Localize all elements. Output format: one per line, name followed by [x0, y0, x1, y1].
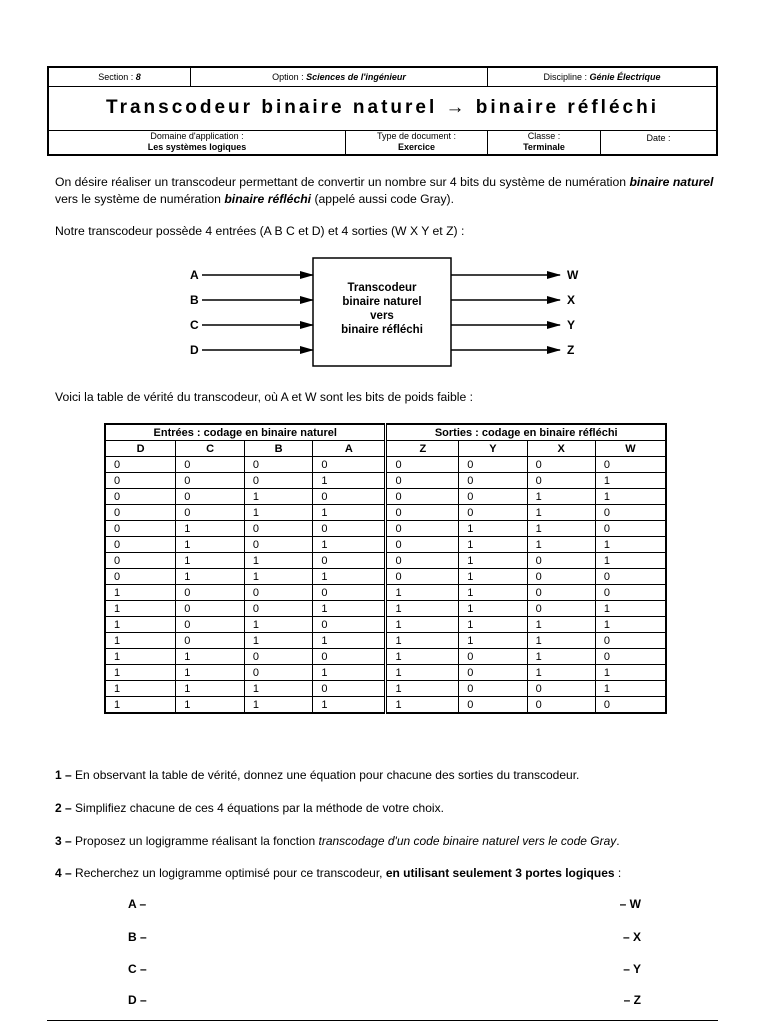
table-cell: 1: [244, 569, 313, 585]
column-header-w: W: [595, 441, 666, 457]
table-cell: 0: [459, 457, 527, 473]
intro-paragraph: [55, 174, 715, 208]
table-cell: 0: [386, 505, 459, 521]
table-cell: 0: [176, 505, 245, 521]
table-row: [105, 665, 666, 681]
question-4-text: Recherchez un logigramme optimisé pour ce transcodeur,: [71, 866, 386, 880]
classe-cell: [488, 130, 601, 154]
table-cell: 1: [527, 665, 595, 681]
table-row: [105, 569, 666, 585]
question-3-text: Proposez un logigramme réalisant la fonction: [71, 834, 319, 848]
section-label: Section :: [98, 72, 134, 82]
table-cell: 1: [176, 521, 245, 537]
type-label: Type de document :: [376, 131, 457, 141]
table-row: [105, 553, 666, 569]
table-cell: 1: [176, 681, 245, 697]
table-cell: 1: [176, 553, 245, 569]
table-cell: 0: [595, 569, 666, 585]
table-cell: 0: [105, 489, 176, 505]
table-cell: 0: [244, 665, 313, 681]
table-cell: 0: [527, 569, 595, 585]
question-4: [55, 866, 621, 880]
table-cell: 1: [527, 537, 595, 553]
table-cell: 0: [386, 553, 459, 569]
table-cell: 0: [595, 697, 666, 714]
table-cell: 1: [595, 537, 666, 553]
section-value: 8: [135, 72, 141, 82]
table-cell: 0: [527, 601, 595, 617]
table-cell: 1: [176, 665, 245, 681]
table-cell: 0: [386, 457, 459, 473]
table-row: [105, 617, 666, 633]
output-label-w: W: [567, 268, 579, 282]
option-cell: [191, 68, 488, 86]
table-row: [105, 537, 666, 553]
table-cell: 1: [244, 681, 313, 697]
question-3: [55, 834, 620, 848]
type-cell: [346, 130, 488, 154]
input-label-a: A: [190, 268, 199, 282]
question-4-emphasis: en utilisant seulement 3 portes logiques: [385, 866, 615, 880]
date-label: Date :: [646, 133, 671, 143]
pin-left-d: D –: [128, 993, 147, 1007]
table-cell: 0: [459, 665, 527, 681]
question-4-number: 4 –: [55, 866, 72, 880]
table-cell: 0: [459, 681, 527, 697]
table-cell: 0: [105, 473, 176, 489]
table-row: [105, 697, 666, 714]
table-cell: 1: [527, 505, 595, 521]
table-row: [105, 489, 666, 505]
table-row: [105, 473, 666, 489]
table-cell: 0: [386, 521, 459, 537]
table-cell: 0: [527, 697, 595, 714]
table-cell: 1: [105, 617, 176, 633]
table-cell: 1: [105, 585, 176, 601]
table-cell: 1: [386, 697, 459, 714]
table-cell: 1: [595, 665, 666, 681]
table-cell: 1: [459, 521, 527, 537]
column-header-b: B: [244, 441, 313, 457]
option-label: Option :: [272, 72, 304, 82]
table-cell: 0: [595, 457, 666, 473]
table-row: [105, 457, 666, 473]
table-row: [105, 521, 666, 537]
table-cell: 1: [386, 633, 459, 649]
table-cell: 0: [313, 553, 386, 569]
header-row-info: [49, 130, 716, 154]
table-row: [105, 585, 666, 601]
table-cell: 0: [244, 537, 313, 553]
table-cell: 0: [313, 521, 386, 537]
table-cell: 0: [105, 505, 176, 521]
document-title: Transcodeur binaire naturel → binaire réfléchi: [49, 86, 716, 131]
intro-text-3: (appelé aussi code Gray).: [311, 192, 454, 206]
table-cell: 1: [459, 617, 527, 633]
pin-left-b: B –: [128, 930, 147, 944]
truth-table-body: [105, 457, 666, 714]
table-cell: 1: [313, 665, 386, 681]
column-header-z: Z: [386, 441, 459, 457]
table-cell: 1: [595, 489, 666, 505]
table-row: [105, 649, 666, 665]
box-line-1: Transcodeur: [347, 282, 417, 294]
outputs-group-header: Sorties : codage en binaire réfléchi: [386, 424, 666, 441]
table-cell: 1: [459, 601, 527, 617]
column-header-y: Y: [459, 441, 527, 457]
intro-text-1: On désire réaliser un transcodeur permettant de convertir un nombre sur 4 bits du système de numération: [55, 175, 630, 189]
table-cell: 0: [313, 681, 386, 697]
table-cell: 0: [386, 473, 459, 489]
table-cell: 0: [105, 569, 176, 585]
table-row: [105, 601, 666, 617]
box-line-3: vers: [370, 310, 394, 322]
table-cell: 0: [313, 649, 386, 665]
table-cell: 1: [105, 681, 176, 697]
table-cell: 1: [244, 553, 313, 569]
table-cell: 0: [176, 585, 245, 601]
table-cell: 0: [386, 569, 459, 585]
table-cell: 1: [105, 633, 176, 649]
table-cell: 1: [595, 473, 666, 489]
table-cell: 0: [527, 473, 595, 489]
table-cell: 1: [386, 617, 459, 633]
column-header-row: [105, 441, 666, 457]
intro-text-2: vers le système de numération: [55, 192, 225, 206]
table-cell: 0: [595, 585, 666, 601]
table-cell: 1: [105, 649, 176, 665]
table-cell: 1: [386, 649, 459, 665]
input-label-c: C: [190, 318, 199, 332]
table-cell: 0: [595, 649, 666, 665]
column-header-a: A: [313, 441, 386, 457]
input-label-d: D: [190, 343, 199, 357]
table-cell: 1: [386, 681, 459, 697]
table-intro-paragraph: Voici la table de vérité du transcodeur, où A et W sont les bits de poids faible :: [55, 390, 474, 404]
box-line-2: binaire naturel: [342, 296, 422, 308]
table-cell: 1: [527, 633, 595, 649]
question-3-emphasis: transcodage d'un code binaire naturel vers le code Gray: [318, 834, 617, 848]
table-cell: 1: [459, 633, 527, 649]
table-cell: 1: [386, 585, 459, 601]
transcoder-block-diagram: [180, 255, 590, 370]
question-1-text: En observant la table de vérité, donnez une équation pour chacune des sorties du transcodeur.: [71, 768, 580, 782]
input-label-b: B: [190, 293, 199, 307]
table-row: [105, 633, 666, 649]
question-3-number: 3 –: [55, 834, 72, 848]
intro-term-binaire-reflechi: binaire réfléchi: [224, 192, 312, 206]
discipline-value: Génie Électrique: [589, 72, 661, 82]
table-cell: 1: [386, 601, 459, 617]
table-cell: 1: [244, 697, 313, 714]
question-2-number: 2 –: [55, 801, 72, 815]
table-cell: 1: [176, 649, 245, 665]
footer-divider: [47, 1020, 718, 1021]
type-value: Exercice: [397, 142, 436, 152]
table-cell: 1: [595, 681, 666, 697]
option-value: Sciences de l'ingénieur: [306, 72, 406, 82]
table-cell: 1: [386, 665, 459, 681]
table-cell: 0: [527, 585, 595, 601]
table-cell: 0: [176, 633, 245, 649]
table-cell: 0: [527, 553, 595, 569]
table-cell: 1: [527, 521, 595, 537]
truth-table: [104, 423, 667, 714]
column-header-x: X: [527, 441, 595, 457]
discipline-cell: [488, 68, 716, 86]
table-cell: 1: [244, 505, 313, 521]
question-2-text: Simplifiez chacune de ces 4 équations par la méthode de votre choix.: [71, 801, 444, 815]
table-cell: 1: [176, 569, 245, 585]
pin-left-c: C –: [128, 962, 147, 976]
table-cell: 0: [527, 457, 595, 473]
table-cell: 0: [313, 585, 386, 601]
table-cell: 1: [595, 553, 666, 569]
question-1-number: 1 –: [55, 768, 72, 782]
table-row: [105, 681, 666, 697]
table-cell: 1: [244, 489, 313, 505]
table-cell: 1: [105, 665, 176, 681]
table-cell: 0: [176, 601, 245, 617]
pin-right-y: – Y: [623, 962, 641, 976]
table-cell: 0: [595, 633, 666, 649]
intro-term-binaire-naturel: binaire naturel: [629, 175, 714, 189]
table-cell: 1: [176, 537, 245, 553]
output-label-z: Z: [567, 343, 575, 357]
table-cell: 0: [595, 521, 666, 537]
table-cell: 0: [176, 473, 245, 489]
table-cell: 1: [459, 569, 527, 585]
pin-left-a: A –: [128, 897, 147, 911]
classe-value: Terminale: [523, 142, 565, 152]
column-header-d: D: [105, 441, 176, 457]
table-cell: 1: [313, 569, 386, 585]
output-label-x: X: [567, 293, 576, 307]
question-2: [55, 801, 444, 815]
table-cell: 1: [527, 617, 595, 633]
inputs-outputs-paragraph: Notre transcodeur possède 4 entrées (A B C et D) et 4 sorties (W X Y et Z) :: [55, 224, 465, 238]
table-cell: 0: [386, 537, 459, 553]
inputs-group-header: Entrées : codage en binaire naturel: [105, 424, 386, 441]
box-line-4: binaire réfléchi: [341, 324, 423, 336]
table-cell: 0: [595, 505, 666, 521]
pin-right-z: – Z: [623, 993, 641, 1007]
date-cell: [601, 130, 716, 154]
discipline-label: Discipline :: [543, 72, 587, 82]
table-cell: 0: [176, 617, 245, 633]
table-cell: 0: [459, 649, 527, 665]
table-cell: 1: [313, 505, 386, 521]
pin-right-x: – X: [622, 930, 641, 944]
table-cell: 0: [386, 489, 459, 505]
table-cell: 0: [459, 505, 527, 521]
table-cell: 1: [459, 553, 527, 569]
domaine-label: Domaine d'application :: [150, 131, 244, 141]
section-cell: [49, 68, 191, 86]
column-header-c: C: [176, 441, 245, 457]
table-cell: 0: [313, 489, 386, 505]
table-cell: 1: [244, 617, 313, 633]
table-cell: 1: [595, 617, 666, 633]
table-cell: 0: [459, 473, 527, 489]
table-cell: 0: [244, 601, 313, 617]
table-cell: 0: [459, 697, 527, 714]
table-cell: 0: [313, 617, 386, 633]
table-cell: 1: [105, 697, 176, 714]
table-cell: 1: [595, 601, 666, 617]
table-cell: 1: [527, 649, 595, 665]
table-cell: 0: [244, 521, 313, 537]
table-row: [105, 505, 666, 521]
table-cell: 1: [459, 585, 527, 601]
table-cell: 0: [176, 489, 245, 505]
table-cell: 0: [244, 473, 313, 489]
domaine-value: Les systèmes logiques: [147, 142, 247, 152]
table-cell: 1: [527, 489, 595, 505]
question-3-end: .: [616, 834, 620, 848]
question-4-end: :: [614, 866, 622, 880]
table-cell: 1: [313, 633, 386, 649]
table-cell: 1: [176, 697, 245, 714]
header-row-meta: [49, 68, 716, 87]
table-cell: 0: [244, 457, 313, 473]
table-cell: 0: [527, 681, 595, 697]
table-cell: 1: [244, 633, 313, 649]
output-label-y: Y: [567, 318, 576, 332]
table-cell: 1: [313, 537, 386, 553]
domaine-cell: [49, 130, 346, 154]
document-header: [47, 66, 718, 156]
table-cell: 0: [105, 553, 176, 569]
table-cell: 0: [105, 537, 176, 553]
table-cell: 0: [244, 649, 313, 665]
question-1: [55, 768, 579, 782]
table-cell: 0: [105, 457, 176, 473]
table-cell: 1: [105, 601, 176, 617]
table-cell: 1: [313, 473, 386, 489]
table-cell: 0: [459, 489, 527, 505]
table-cell: 0: [105, 521, 176, 537]
table-cell: 0: [176, 457, 245, 473]
table-cell: 1: [313, 697, 386, 714]
classe-label: Classe :: [527, 131, 561, 141]
table-cell: 1: [459, 537, 527, 553]
table-cell: 0: [244, 585, 313, 601]
pin-right-w: – W: [619, 897, 641, 911]
table-cell: 1: [313, 601, 386, 617]
table-cell: 0: [313, 457, 386, 473]
